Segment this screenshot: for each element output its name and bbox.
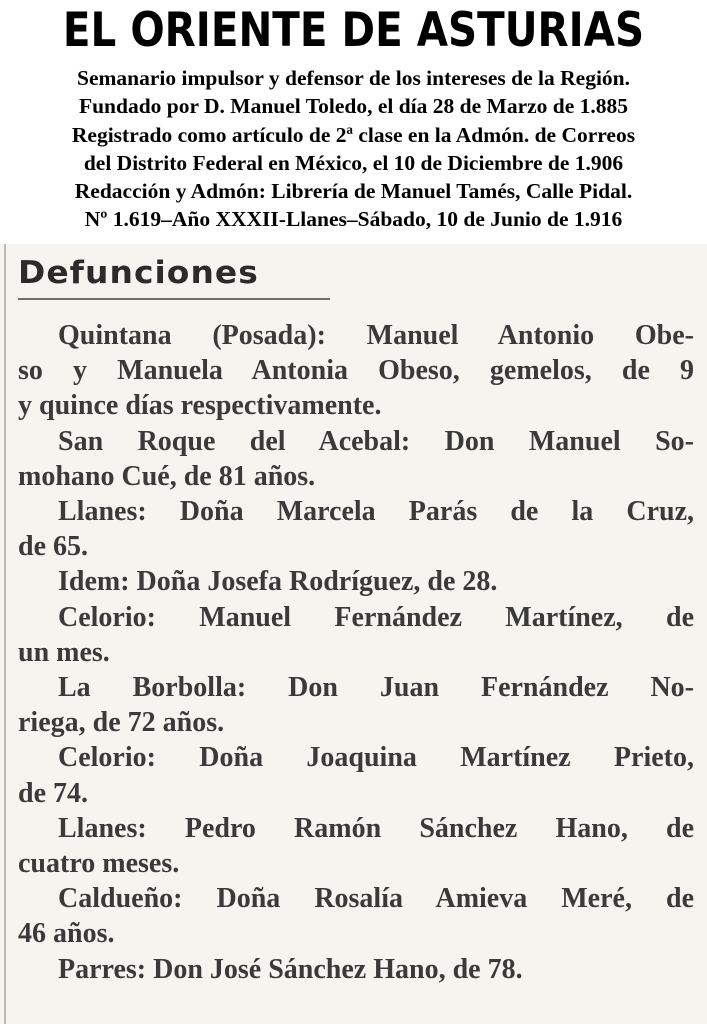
text-line: Caldueño: Doña Rosalía Amieva Meré, de: [58, 883, 694, 915]
text-line: La Borbolla: Don Juan Fernández No-: [58, 672, 694, 704]
text-line: 46 años.: [18, 918, 115, 950]
text-line: un mes.: [18, 636, 110, 668]
text-line: Celorio: Manuel Fernández Martínez, de: [58, 601, 694, 633]
text-line: de 65.: [18, 531, 88, 563]
text-line: de 74.: [18, 777, 88, 809]
text-line: Parres: Don José Sánchez Hano, de 78.: [58, 953, 523, 985]
text-line: riega, de 72 años.: [18, 707, 225, 739]
text-line: so y Manuela Antonia Obeso, gemelos, de 9: [18, 355, 694, 387]
text-line: San Roque del Acebal: Don Manuel So-: [58, 425, 694, 457]
text-line: Quintana (Posada): Manuel Antonio Obe-: [58, 320, 694, 351]
masthead-line: Fundado por D. Manuel Toledo, el día 28 de Marzo de 1.885: [78, 94, 629, 119]
text-line: Idem: Doña Josefa Rodríguez, de 28.: [58, 566, 498, 598]
masthead-info: [0, 64, 707, 234]
text-line: Llanes: Pedro Ramón Sánchez Hano, de: [58, 812, 694, 844]
obituary-text: [18, 318, 694, 987]
text-line: cuatro meses.: [18, 848, 180, 880]
text-line: Celorio: Doña Joaquina Martínez Prieto,: [58, 742, 694, 774]
masthead-line: Registrado como artículo de 2ª clase en la Admón. de Correos: [71, 122, 636, 147]
text-line: y quince días respectivamente.: [18, 390, 382, 422]
title-rule: [18, 298, 330, 300]
masthead-line: Semanario impulsor y defensor de los intereses de la Región.: [76, 66, 631, 90]
text-line: Llanes: Doña Marcela Parás de la Cruz,: [58, 496, 694, 528]
clipping-edge: [4, 244, 6, 1024]
newspaper-clipping: [0, 244, 707, 1024]
section-title: Defunciones: [18, 255, 259, 291]
text-line: mohano Cué, de 81 años.: [18, 460, 316, 492]
masthead-line: Nº 1.619–Año XXXII-Llanes–Sábado, 10 de Junio de 1.916: [84, 207, 623, 232]
newspaper-title: EL ORIENTE DE ASTURIAS: [62, 3, 645, 58]
masthead-line: Redacción y Admón: Librería de Manuel Tamés, Calle Pidal.: [74, 179, 633, 204]
masthead-line: del Distrito Federal en México, el 10 de Diciembre de 1.906: [83, 150, 624, 175]
